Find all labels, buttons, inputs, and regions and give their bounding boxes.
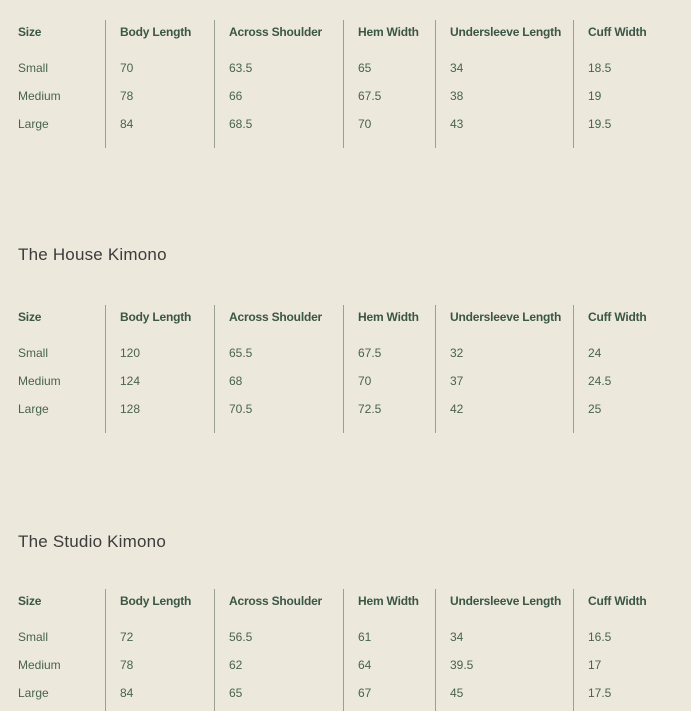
- table-cell: 128: [120, 402, 141, 416]
- column-body-length: [105, 305, 214, 433]
- column-header-size: Size: [18, 310, 42, 324]
- table-cell: 63.5: [229, 61, 253, 75]
- table-cell: 72.5: [358, 402, 382, 416]
- table-cell: 70: [358, 117, 372, 131]
- table-cell: 67.5: [358, 346, 382, 360]
- table-cell: 24.5: [588, 374, 612, 388]
- product-title-studio-kimono: The Studio Kimono: [18, 532, 166, 551]
- column-header-body-length: Body Length: [120, 25, 192, 39]
- table-cell: 70: [358, 374, 372, 388]
- size-label: Medium: [18, 658, 61, 672]
- table-cell: 16.5: [588, 630, 612, 644]
- column-header-across-shoulder: Across Shoulder: [229, 310, 323, 324]
- table-cell: 68: [229, 374, 243, 388]
- size-table-house-kimono: [0, 305, 691, 433]
- column-body-length: [105, 20, 214, 148]
- table-cell: 45: [450, 686, 464, 700]
- table-cell: 65: [229, 686, 243, 700]
- table-cell: 34: [450, 61, 464, 75]
- table-cell: 32: [450, 346, 464, 360]
- table-cell: 18.5: [588, 61, 612, 75]
- column-header-cuff-width: Cuff Width: [588, 310, 647, 324]
- table-cell: 78: [120, 89, 134, 103]
- table-cell: 72: [120, 630, 134, 644]
- column-cuff-width: [573, 305, 691, 433]
- table-cell: 19.5: [588, 117, 612, 131]
- table-cell: 64: [358, 658, 372, 672]
- column-undersleeve-length: [435, 305, 573, 433]
- size-label: Large: [18, 686, 49, 700]
- column-header-size: Size: [18, 25, 42, 39]
- size-label: Large: [18, 402, 49, 416]
- column-header-undersleeve-length: Undersleeve Length: [450, 594, 562, 608]
- table-cell: 38: [450, 89, 464, 103]
- table-cell: 70.5: [229, 402, 253, 416]
- size-table-1: [0, 20, 691, 148]
- table-cell: 70: [120, 61, 134, 75]
- column-across-shoulder: [214, 305, 343, 433]
- table-cell: 43: [450, 117, 464, 131]
- column-hem-width: [343, 305, 435, 433]
- table-cell: 42: [450, 402, 464, 416]
- column-cuff-width: [573, 589, 691, 711]
- table-cell: 17.5: [588, 686, 612, 700]
- size-label: Small: [18, 61, 49, 75]
- column-header-undersleeve-length: Undersleeve Length: [450, 25, 562, 39]
- table-cell: 65: [358, 61, 372, 75]
- table-cell: 124: [120, 374, 141, 388]
- table-cell: 34: [450, 630, 464, 644]
- column-across-shoulder: [214, 20, 343, 148]
- column-undersleeve-length: [435, 20, 573, 148]
- table-cell: 62: [229, 658, 243, 672]
- table-cell: 84: [120, 117, 134, 131]
- table-cell: 19: [588, 89, 602, 103]
- table-cell: 67.5: [358, 89, 382, 103]
- column-header-hem-width: Hem Width: [358, 25, 419, 39]
- column-cuff-width: [573, 20, 691, 148]
- size-label: Medium: [18, 374, 61, 388]
- table-cell: 61: [358, 630, 372, 644]
- table-cell: 37: [450, 374, 464, 388]
- column-body-length: [105, 589, 214, 711]
- table-cell: 56.5: [229, 630, 253, 644]
- column-undersleeve-length: [435, 589, 573, 711]
- column-header-body-length: Body Length: [120, 310, 192, 324]
- table-cell: 66: [229, 89, 243, 103]
- column-header-across-shoulder: Across Shoulder: [229, 594, 323, 608]
- table-cell: 67: [358, 686, 372, 700]
- column-header-hem-width: Hem Width: [358, 310, 419, 324]
- column-size: [0, 589, 105, 711]
- column-header-undersleeve-length: Undersleeve Length: [450, 310, 562, 324]
- table-cell: 25: [588, 402, 602, 416]
- column-header-body-length: Body Length: [120, 594, 192, 608]
- size-label: Large: [18, 117, 49, 131]
- table-cell: 65.5: [229, 346, 253, 360]
- size-label: Small: [18, 630, 49, 644]
- column-size: [0, 305, 105, 433]
- table-cell: 120: [120, 346, 141, 360]
- table-cell: 68.5: [229, 117, 253, 131]
- column-across-shoulder: [214, 589, 343, 711]
- size-label: Medium: [18, 89, 61, 103]
- table-cell: 17: [588, 658, 602, 672]
- table-cell: 78: [120, 658, 134, 672]
- table-cell: 39.5: [450, 658, 474, 672]
- column-size: [0, 20, 105, 148]
- column-header-across-shoulder: Across Shoulder: [229, 25, 323, 39]
- size-label: Small: [18, 346, 49, 360]
- table-cell: 24: [588, 346, 602, 360]
- table-cell: 84: [120, 686, 134, 700]
- column-header-hem-width: Hem Width: [358, 594, 419, 608]
- size-table-studio-kimono: [0, 589, 691, 711]
- column-header-cuff-width: Cuff Width: [588, 25, 647, 39]
- column-hem-width: [343, 20, 435, 148]
- product-title-house-kimono: The House Kimono: [18, 245, 167, 264]
- column-header-cuff-width: Cuff Width: [588, 594, 647, 608]
- column-hem-width: [343, 589, 435, 711]
- column-header-size: Size: [18, 594, 42, 608]
